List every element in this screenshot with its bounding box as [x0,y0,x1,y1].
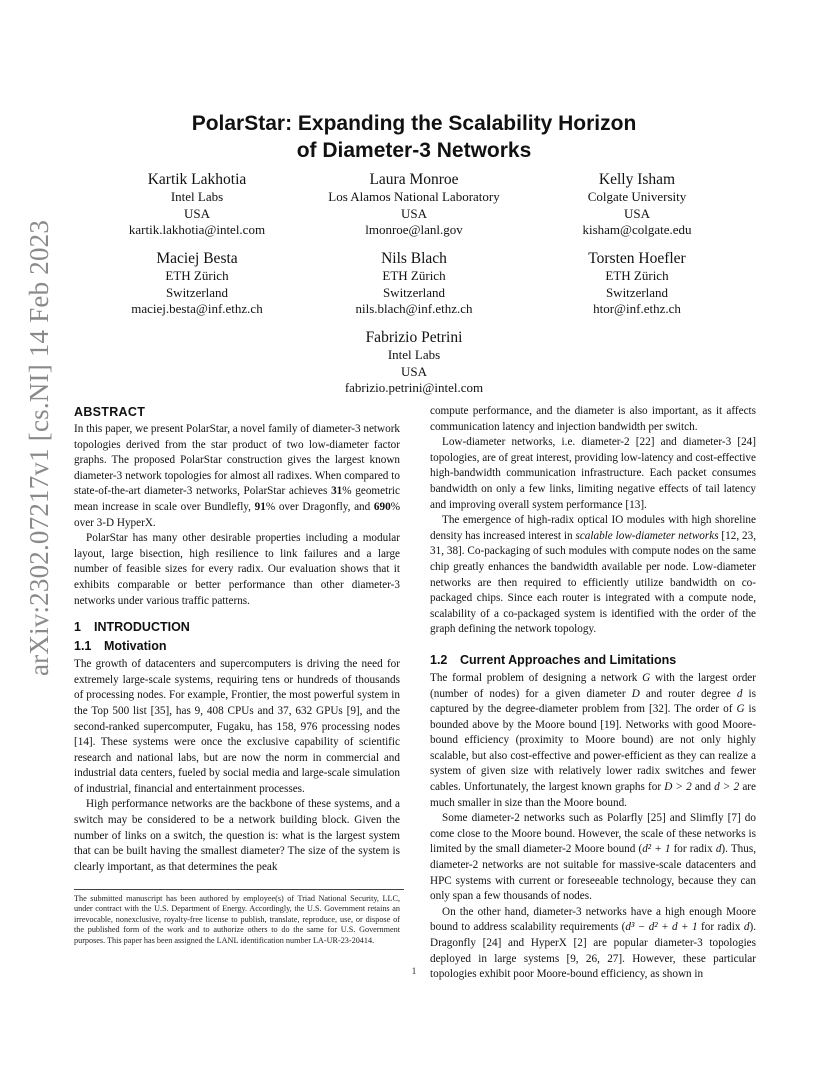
author-block-isham [512,170,762,239]
intro-paragraph-2: High performance networks are the backbone of these systems, and a switch may be considered to be a network building block. Given the number of links on a switch, the question is: what is the largest system that can be built having the smallest diameter? The size of the system is clearly important, as that determines the peak [74,798,400,873]
author-block-blach [289,249,539,318]
author-country: USA [623,205,650,221]
author-country: Switzerland [382,284,446,300]
right-paragraph-2: Low-diameter networks, i.e. diameter-2 [22] and diameter-3 [24] topologies, are of great interest, providing low-latency and cost-effective high-bandwidth communication infrastructure. Each packet consumes bandwidth on only a few links, limiting negative effects of tail latency and improving overall system performance [13]. [430,436,756,511]
right-paragraph-6: On the other hand, diameter-3 networks have a high enough Moore bound to address scalability requirements (d³ − d² + d + 1 for radix d). Dragonfly [24] and HyperX [2] are popular diameter-3 topologies deployed in large systems [9, 26, 27]. However, these particular topologies exhibit poor Moore-bound efficiency, as shown in [430,905,756,981]
right-paragraph-3: The emergence of high-radix optical IO modules with high shoreline density has increased interest in scalable low-diameter networks [12, 23, 31, 38]. Co-packaging of such modules with compute nodes on the same chip greatly enhances the bandwidth available per node. Low-diameter networks are then required to efficiently utilize bandwidth on co-packaged chips. Since each router is integrated with a compute node, scalability of a co-packaged system is identified with the order of the graph defining the network topology. [430,514,756,636]
author-affiliation: Intel Labs [387,347,441,362]
author-name: Laura Monroe [369,171,459,188]
scale-increase-bundlefly: 31 [331,485,343,498]
author-name: Kartik Lakhotia [147,171,247,188]
abstract-heading: ABSTRACT [74,405,146,419]
author-affiliation: ETH Zürich [382,268,446,283]
scale-increase-dragonfly: 91 [254,500,266,513]
footnote-copyright: The submitted manuscript has been authored by employee(s) of Triad National Security, LLC, under contract with the U.S. Department of Energy. Accordingly, the U.S. Government retains an irrevocable, nonexclusive, royalty-free license to publish, translate, reproduce, use, or dispose of the published form of the work and to authorize others to do the same for U.S. Government purposes. This paper has been assigned the LANL identification number LA-UR-23-20414. [74,894,400,945]
subsection-heading-current-approaches: 1.2 Current Approaches and Limitations [430,652,677,667]
author-email[interactable]: lmonroe@lanl.gov [365,222,463,237]
abstract-paragraph-2: PolarStar has many other desirable properties including a modular layout, large bisection, high resilience to link failures and a large number of feasible sizes for every radix. Our evaluation shows that it exhibits comparable or better performance than other diameter-3 networks under various traffic patterns. [74,532,400,607]
right-paragraph-1: compute performance, and the diameter is also important, as it affects communication latency and injection bandwidth per switch. [430,405,756,433]
paper-title [110,110,718,164]
author-country: USA [400,363,427,379]
right-paragraph-5: Some diameter-2 networks such as Polarfly [25] and Slimfly [7] do come close to the Moore bound. However, the scale of these networks is limited by the small diameter-2 Moore bound (d² + 1 for radix d). Thus, diameter-2 networks are not suitable for massive-scale datacenters and HPC systems with current or foreseeable technology, because they can only span a few thousands of nodes. [430,812,756,903]
author-affiliation: Intel Labs [170,189,224,204]
author-country: Switzerland [605,284,669,300]
author-email[interactable]: nils.blach@inf.ethz.ch [355,301,473,316]
author-name: Torsten Hoefler [588,250,686,267]
left-column [74,404,400,875]
author-name: Maciej Besta [156,250,238,267]
author-email[interactable]: maciej.besta@inf.ethz.ch [131,301,263,316]
emphasis-scalable-low-diameter: scalable low-diameter networks [575,529,719,542]
abstract-paragraph-1: In this paper, we present PolarStar, a novel family of diameter-3 network topologies derived from the star product of two low-diameter factor graphs. The proposed PolarStar construction gives the largest known diameter-3 network topologies for almost all radixes. When compared to state-of-the-art diameter-3 networks, PolarStar achieves 31% geometric mean increase in scale over Bundlefly, 91% over Dragonfly, and 690% over 3-D HyperX. [74,423,401,529]
author-name: Nils Blach [381,250,447,267]
arxiv-identifier-stamp: arXiv:2302.07217v1 [cs.NI] 14 Feb 2023 [24,219,54,676]
author-affiliation: Colgate University [587,189,687,204]
right-column [430,404,756,983]
author-name: Fabrizio Petrini [365,329,463,346]
footnote-divider [74,889,404,890]
author-affiliation: ETH Zürich [165,268,229,283]
author-email[interactable]: kartik.lakhotia@intel.com [128,222,266,237]
author-block-besta [72,249,322,318]
author-email[interactable]: kisham@colgate.edu [582,222,692,237]
author-email[interactable]: fabrizio.petrini@intel.com [344,380,484,395]
author-block-lakhotia [72,170,322,239]
author-country: USA [400,205,427,221]
author-country: Switzerland [165,284,229,300]
author-email[interactable]: htor@inf.ethz.ch [593,301,681,316]
author-block-monroe [289,170,539,239]
author-country: USA [183,205,210,221]
section-heading-introduction: 1 INTRODUCTION [74,620,190,635]
scale-increase-hyperx: 690 [373,500,391,513]
author-affiliation: ETH Zürich [605,268,669,283]
right-paragraph-4: The formal problem of designing a network G with the largest order (number of nodes) for a given diameter D and router degree d is captured by the degree-diameter problem from [32]. The order of G is bounded above by the Moore bound [19]. Networks with good Moore-bound efficiency (proximity to Moore bound) are not only highly scalable, but also cost-effective and power-efficient as they can realize a system of given size with relatively lower radix switches and fewer cables. Unfortunately, the largest known graphs for D > 2 and d > 2 are much smaller in size than the Moore bound. [430,671,757,809]
author-affiliation: Los Alamos National Laboratory [328,189,500,204]
intro-paragraph-1: The growth of datacenters and supercomputers is driving the need for extremely large-scale systems, requiring tens or hundreds of thousands of processing nodes. For example, Frontier, the most powerful system in the Top 500 list [35], has 9, 408 CPUs and 37, 632 GPUs [9], and the second-ranked supercomputer, Fugaku, has 158, 976 processing nodes [14]. These systems were once the exclusive capability of scientific research and national labs, but are now the norm in commercial and industrial data centers, fueled by social media and large-scale simulation of industrial, financial and entertainment processes. [74,658,400,795]
author-name: Kelly Isham [598,171,676,188]
title-line-1: PolarStar: Expanding the Scalability Horizon [191,112,637,135]
author-block-hoefler [512,249,762,318]
author-block-petrini [289,328,539,397]
page-number: 1 [411,966,417,976]
subsection-heading-motivation: 1.1 Motivation [74,639,167,654]
title-line-2: of Diameter-3 Networks [296,139,532,162]
